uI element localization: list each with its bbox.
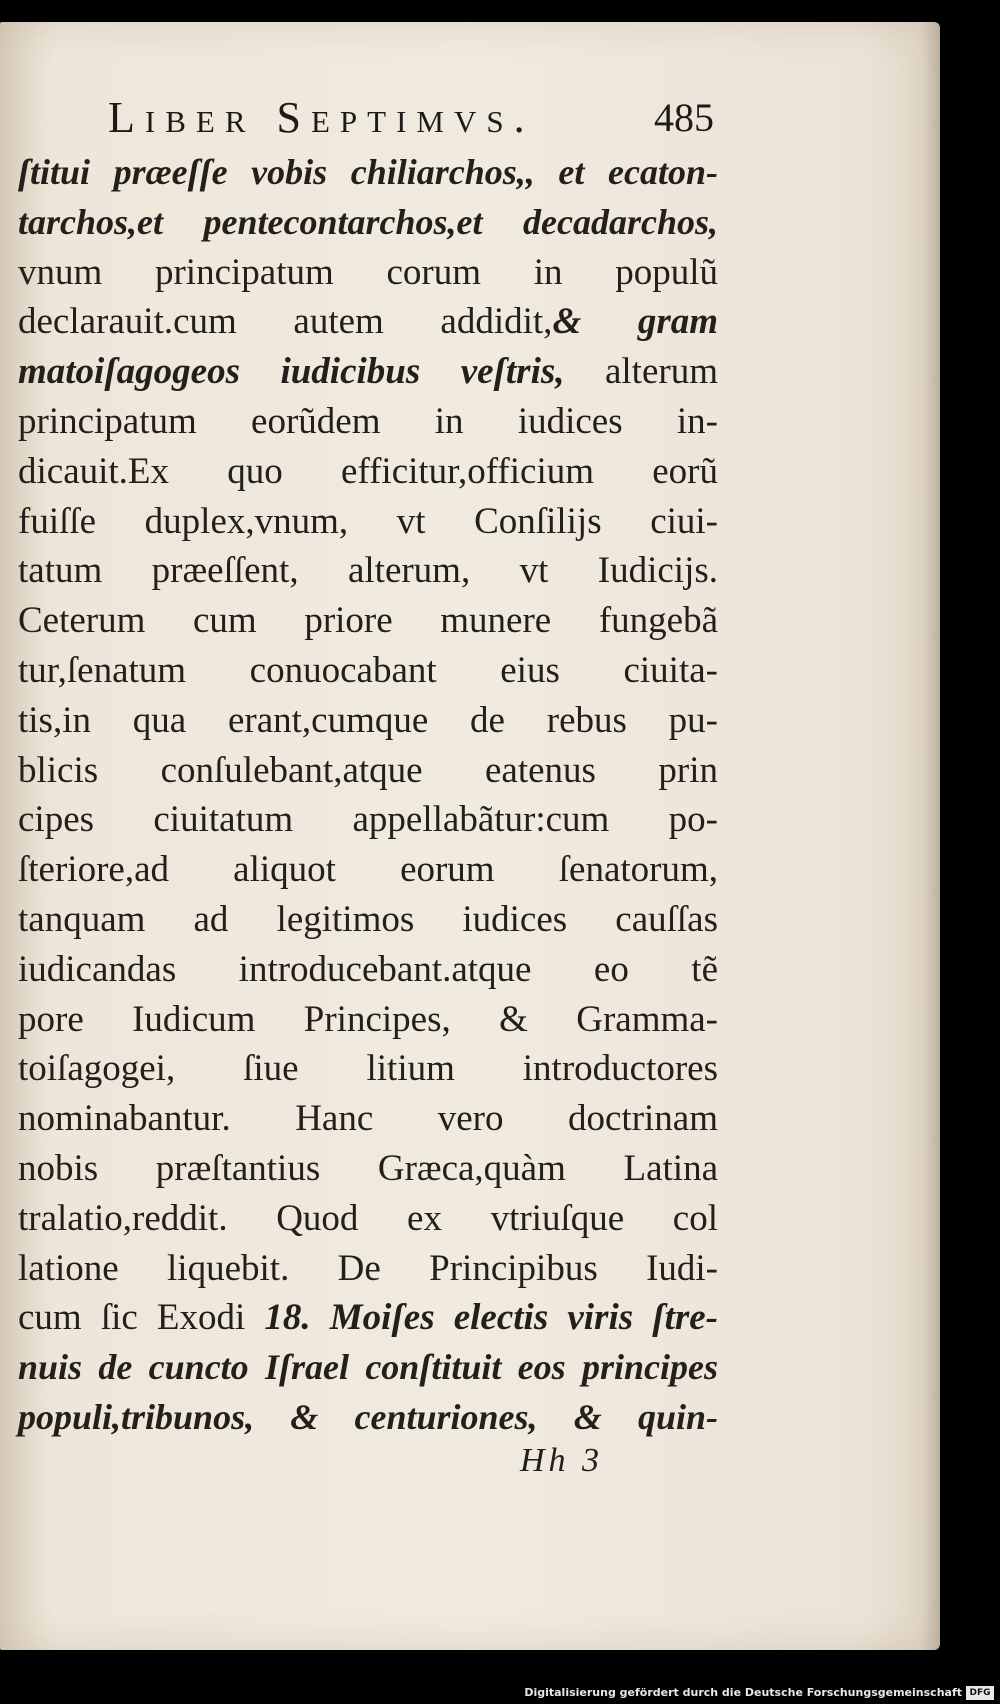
text-segment: fuiſſe duplex,vnum, vt Conſilijs ciui-: [18, 500, 718, 542]
text-line: [18, 696, 718, 746]
footer-bar: [0, 1678, 1000, 1704]
text-line: [18, 1044, 718, 1094]
text-line: [18, 248, 718, 298]
text-segment: alterum: [564, 351, 718, 393]
text-segment: tatum præeſſent, alterum, vt Iudicijs.: [18, 550, 718, 592]
text-segment: ſtitui præeſſe vobis chiliarchos,, et ecaton-: [18, 152, 718, 192]
text-line: [18, 198, 718, 248]
text-line: [18, 1293, 718, 1343]
funding-credit: Digitalisierung gefördert durch die Deutsche Forschungsgemeinschaft: [524, 1686, 962, 1699]
text-segment: tis,in qua erant,cumque de rebus pu-: [18, 699, 718, 741]
page-header: [108, 88, 720, 148]
text-line: [18, 596, 718, 646]
text-line: [18, 546, 718, 596]
text-line: [18, 1094, 718, 1144]
text-segment: pore Iudicum Principes, & Gramma-: [18, 998, 718, 1040]
text-segment: toiſagogei, ſiue litium introductores: [18, 1048, 718, 1090]
running-title: Liber Septimvs.: [108, 93, 535, 142]
text-segment: tanquam ad legitimos iudices cauſſas: [18, 898, 718, 940]
text-segment: nuis de cuncto Iſrael conſtituit eos principes: [18, 1347, 718, 1388]
text-segment: Ceterum cum priore munere fungebã: [18, 600, 718, 642]
text-segment: cum ſic Exodi: [18, 1297, 265, 1339]
text-line: [18, 1244, 718, 1294]
text-line: [18, 297, 718, 347]
text-segment: tur,ſenatum conuocabant eius ciuita-: [18, 649, 718, 691]
text-line: [18, 447, 718, 497]
text-segment: tarchos,et pentecontarchos,et decadarchos,: [18, 201, 718, 242]
book-page: [0, 22, 940, 1650]
text-line: [18, 1194, 718, 1244]
text-line: [18, 646, 718, 696]
text-segment: matoiſagogeos iudicibus veſtris,: [18, 351, 565, 393]
text-segment: dicauit.Ex quo efficitur,officium eorũ: [18, 450, 718, 492]
signature-mark: Hh 3: [520, 1442, 604, 1479]
text-line: [18, 397, 718, 447]
text-line: [18, 347, 718, 397]
dfg-logo: DFG: [966, 1686, 994, 1700]
text-line: [18, 895, 718, 945]
text-segment: vnum principatum corum in populũ: [18, 251, 718, 293]
text-segment: tralatio,reddit. Quod ex vtriuſque col: [18, 1197, 718, 1239]
text-segment: populi,tribunos, & centuriones, & quin-: [18, 1396, 718, 1437]
text-segment: nominabantur. Hanc vero doctrinam: [18, 1098, 718, 1140]
text-segment: blicis conſulebant,atque eatenus prin: [18, 749, 718, 791]
text-segment: 18. Moiſes electis viris ſtre-: [264, 1297, 718, 1339]
text-line: [18, 995, 718, 1045]
text-segment: ſteriore,ad aliquot eorum ſenatorum,: [18, 849, 718, 891]
text-segment: iudicandas introducebant.atque eo tẽ: [18, 948, 718, 990]
text-segment: nobis præſtantius Græca,quàm Latina: [18, 1147, 718, 1189]
text-segment: declarauit.cum autem addidit,: [18, 301, 553, 343]
text-line: [18, 795, 718, 845]
text-line: [18, 746, 718, 796]
text-line: [18, 1144, 718, 1194]
text-line: [18, 845, 718, 895]
text-line: [18, 945, 718, 995]
text-segment: latione liquebit. De Principibus Iudi-: [18, 1247, 718, 1289]
text-line: [18, 497, 718, 547]
body-text: [18, 148, 718, 1443]
page-edge: [922, 22, 940, 1650]
text-segment: & gram: [552, 301, 719, 343]
text-segment: principatum eorũdem in iudices in-: [18, 400, 718, 442]
text-line: [18, 1393, 718, 1443]
text-line: [18, 1343, 718, 1393]
text-line: [18, 148, 718, 198]
page-number: 485: [654, 95, 714, 140]
text-segment: cipes ciuitatum appellabãtur:cum po-: [18, 799, 718, 841]
